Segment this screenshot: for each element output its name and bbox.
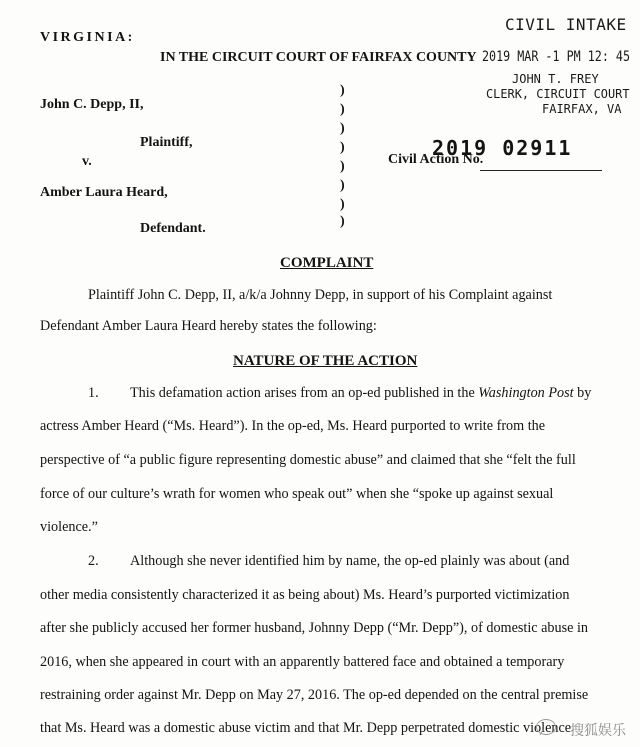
- caption-paren: ): [340, 102, 345, 117]
- intro-line: Defendant Amber Laura Heard hereby states the following:: [40, 318, 377, 334]
- watermark-text: 搜狐娱乐: [570, 723, 626, 739]
- paragraph-number: 1.: [88, 385, 99, 401]
- paragraph-line: after she publicly accused her former husband, Johnny Depp (“Mr. Depp”), of domestic abuse in: [40, 620, 589, 636]
- paragraph-line: This defamation action arises from an op-ed published in the Washington Post by: [130, 385, 592, 401]
- court-title: IN THE CIRCUIT COURT OF FAIRFAX COUNTY: [160, 50, 477, 65]
- caption-paren: ): [340, 214, 345, 229]
- paragraph-line: that Ms. Heard was a domestic abuse victim and that Mr. Depp perpetrated domestic violence: [40, 720, 572, 736]
- paragraph-line: 2016, when she appeared in court with an apparently battered face and obtained a temporary: [40, 654, 565, 670]
- stamp-clerk-title: CLERK, CIRCUIT COURT: [486, 87, 630, 101]
- stamp-title: CIVIL INTAKE: [505, 15, 627, 34]
- civil-action-label: Civil Action No.: [388, 152, 484, 167]
- intro-line: Plaintiff John C. Depp, II, a/k/a Johnny Depp, in support of his Complaint against: [88, 287, 553, 303]
- caption-paren: ): [340, 140, 345, 155]
- section-heading: NATURE OF THE ACTION: [233, 353, 418, 369]
- civil-action-number: 2019 02911: [432, 136, 573, 160]
- caption-paren: ): [340, 197, 345, 212]
- state-label: VIRGINIA:: [40, 30, 135, 45]
- caption-paren: ): [340, 178, 345, 193]
- complaint-heading: COMPLAINT: [280, 255, 374, 271]
- paragraph-line: perspective of “a public figure representing domestic abuse” and claimed that she “felt the full: [40, 452, 576, 468]
- paragraph-line: Although she never identified him by name, the op-ed plainly was about (and: [130, 553, 570, 569]
- plaintiff-role: Plaintiff,: [140, 135, 193, 150]
- paragraph-line: actress Amber Heard (“Ms. Heard”). In the op-ed, Ms. Heard purported to write from the: [40, 418, 546, 434]
- versus: v.: [82, 154, 92, 169]
- publication-title: Washington Post: [478, 385, 574, 401]
- caption-paren: ): [340, 121, 345, 136]
- defendant-role: Defendant.: [140, 221, 206, 236]
- defendant-name: Amber Laura Heard,: [40, 185, 168, 200]
- caption-paren: ): [340, 159, 345, 174]
- plaintiff-name: John C. Depp, II,: [40, 97, 144, 112]
- stamp-clerk-location: FAIRFAX, VA: [542, 102, 622, 116]
- civil-action-underline: [480, 170, 602, 171]
- chat-bubble-icon: [536, 719, 556, 735]
- stamp-date: 2019 MAR -1 PM 12: 45: [482, 49, 631, 65]
- stamp-clerk-name: JOHN T. FREY: [512, 72, 599, 86]
- paragraph-line: violence.”: [40, 519, 98, 535]
- paragraph-line: force of our culture’s wrath for women who speak out” when she “spoke up against sexual: [40, 486, 554, 502]
- paragraph-number: 2.: [88, 553, 99, 569]
- caption-paren: ): [340, 83, 345, 98]
- paragraph-line: restraining order against Mr. Depp on May 27, 2016. The op-ed depended on the central premise: [40, 687, 589, 703]
- paragraph-line: other media consistently characterized it as being about) Ms. Heard’s purported victimization: [40, 587, 570, 603]
